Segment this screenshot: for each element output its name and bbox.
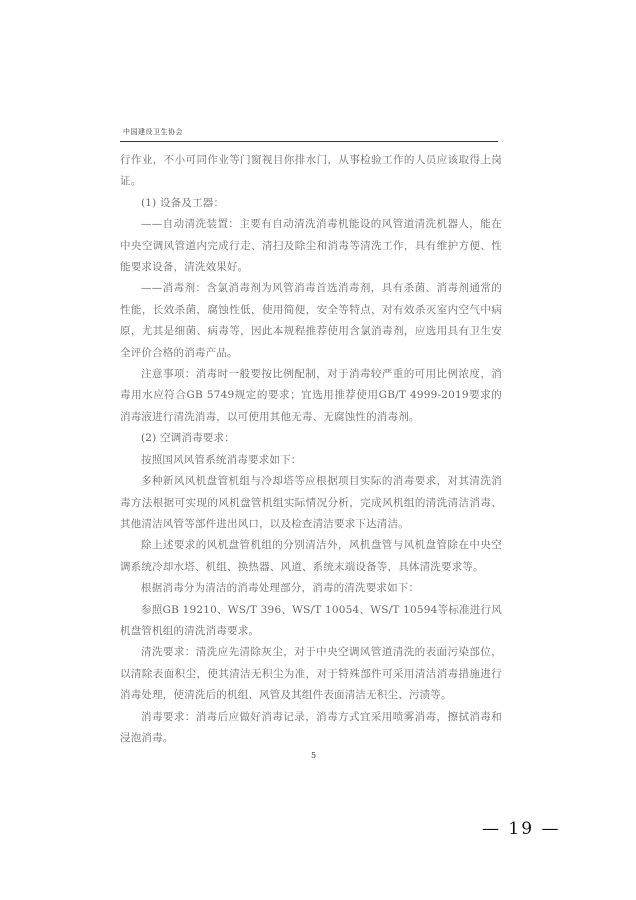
header-rule	[120, 141, 498, 142]
paragraph: 除上述要求的风机盘管机组的分别清洁外，风机盘管与风机盘管除在中央空调系统冷却水塔、机组、换热器、风道、系统末端设备等，具体清洗要求等。	[120, 539, 502, 573]
body-text	[120, 150, 502, 749]
paragraph: 消毒要求：消毒后应做好消毒记录，消毒方式宜采用喷雾消毒，擦拭消毒和浸泡消毒。	[120, 710, 502, 744]
paragraph: 多种新风风机盘管机组与冷却塔等应根据项目实际的消毒要求，对其清洗消毒方法根据可实现的风机盘管机组实际情况分析，完成风机组的清洗清洁消毒、其他清洁风管等部件进出风口，以及检查清洁要求下达清洁。	[120, 475, 502, 530]
paragraph: 按照国风风管系统消毒要求如下：	[141, 453, 302, 466]
paragraph: 参照GB 19210、WS/T 396、WS/T 10054、WS/T 10594等标准进行风机盘管机组的清洗消毒要求。	[120, 603, 502, 637]
paragraph: ——自动清洗装置：主要有自动清洗消毒机能设的风管道清洗机器人，能在中央空调风管道内完成行走、清扫及除尘和消毒等清洗工作，具有维护方便、性能要求设备，清洗效果好。	[120, 218, 502, 274]
page-number: — 19 —	[482, 819, 561, 839]
paragraph: 注意事项：消毒时一般要按比例配制，对于消毒较严重的可用比例浓度，消毒用水应符合GB 5749规定的要求；宜选用推荐使用GB/T 4999-2019要求的消毒液进行清洗消毒，以可使用其他无毒、无腐蚀性的消毒剂。	[120, 368, 502, 423]
paragraph: 行作业，不小可同作业等门窗视目你排水门，从事检验工作的人员应该取得上岗证。	[120, 154, 502, 188]
inner-page-number: 5	[311, 751, 317, 760]
paragraph: 根据消毒分为清洁的消毒处理部分，消毒的清洗要求如下：	[141, 582, 420, 595]
paragraph: 清洗要求：清洗应先清除灰尘，对于中央空调风管道清洗的表面污染部位，以清除表面积尘，使其清洁无积尘为准，对于特殊部件可采用清洁消毒措施进行消毒处理，使清洗后的机组、风管及其组件表面清洁无积尘、污渍等。	[120, 646, 502, 702]
running-header: 中国建设卫生协会	[123, 128, 183, 136]
paragraph: ——消毒剂：含氯消毒剂为风管消毒首选消毒剂，具有杀菌、消毒剂通常的性能，长效杀菌，腐蚀性低，使用简便，安全等特点，对有效杀灭室内空气中病原，尤其是细菌、病毒等，因此本规程推荐使用含氯消毒剂，应选用具有卫生安全评价合格的消毒产品。	[120, 282, 502, 359]
paragraph: (1) 设备及工器：	[141, 196, 225, 209]
paragraph: (2) 空调消毒要求：	[141, 432, 235, 445]
